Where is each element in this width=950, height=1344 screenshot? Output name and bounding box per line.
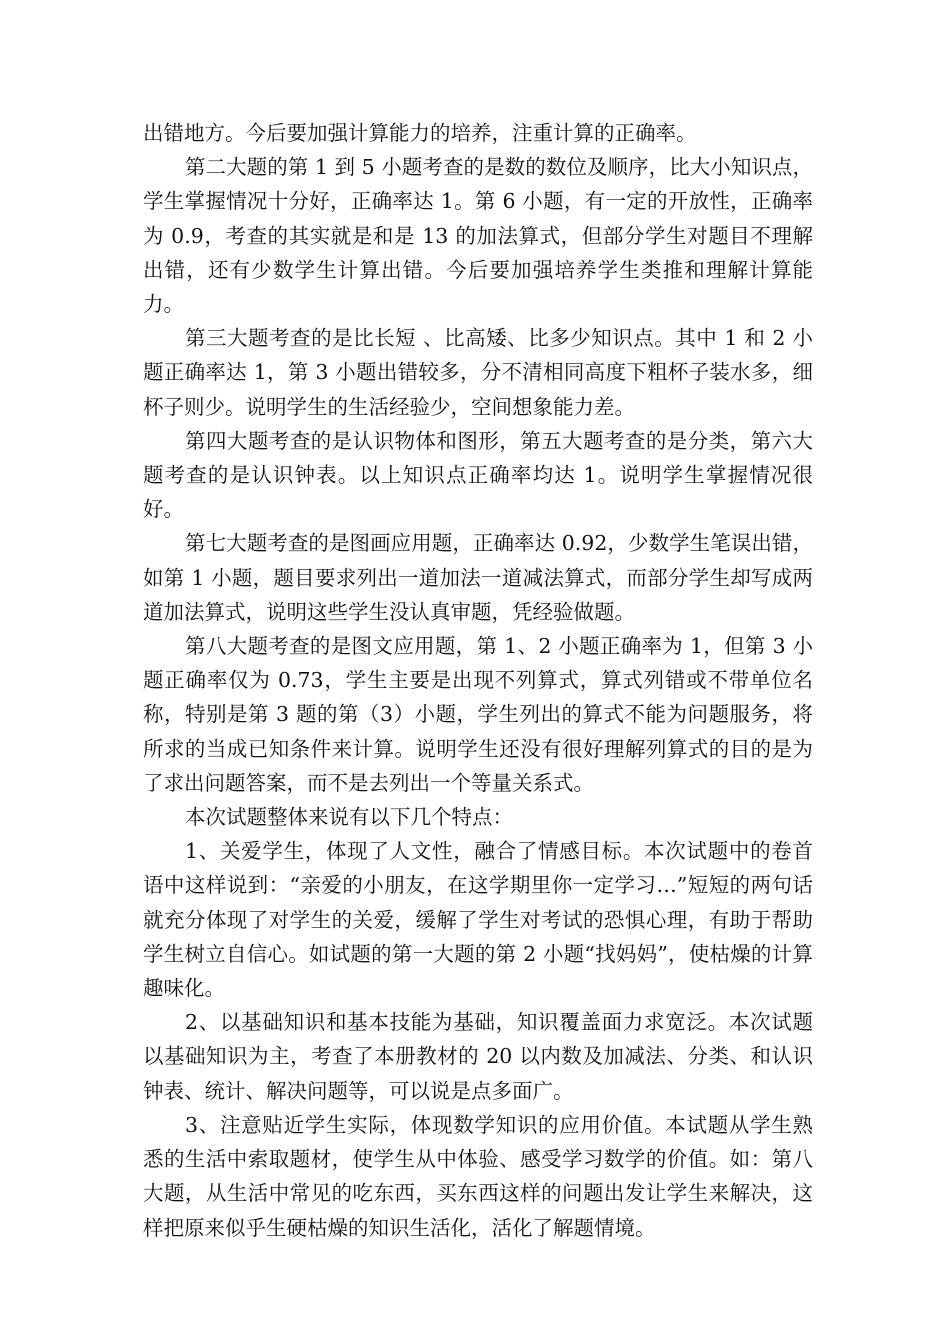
paragraph-continuation: 出错地方。今后要加强计算能力的培养，注重计算的正确率。	[143, 121, 697, 145]
paragraph-feature-2: 2、以基础知识和基本技能为基础，知识覆盖面力求宽泛。本次试题以基础知识为主，考查了本册教材的 20 以内数及加减法、分类、和认识钟表、统计、解决问题等，可以说是点多面广。	[143, 1010, 813, 1103]
paragraph-feature-1: 1、关爱学生，体现了人文性，融合了情感目标。本次试题中的卷首语中这样说到：“亲爱的小朋友，在这学期里你一定学习…”短短的两句话就充分体现了对学生的关爱，缓解了学生对考试的恐惧心理，有助于帮助学生树立自信心。如试题的第一大题的第 2 小题“找妈妈”，使枯燥的计算趣味化。	[143, 839, 813, 1001]
document-body	[143, 116, 813, 1245]
paragraph-section-8: 第八大题考查的是图文应用题，第 1、2 小题正确率为 1，但第 3 小题正确率仅为 0.73，学生主要是出现不列算式，算式列错或不带单位名称，特别是第 3 题的第（3）小题，学生列出的算式不能为问题服务，将所求的当成已知条件来计算。说明学生还没有很好理解列算式的目的是为了求出问题答案，而不是去列出一个等量关系式。	[143, 634, 813, 795]
paragraph-section-2: 第二大题的第 1 到 5 小题考查的是数的数位及顺序，比大小知识点，学生掌握情况十分好，正确率达 1。第 6 小题，有一定的开放性，正确率为 0.9，考查的其实就是和是 13 的加法算式，但部分学生对题目不理解出错，还有少数学生计算出错。今后要加强培养学生类推和理解计算能力。	[143, 155, 813, 317]
paragraph-section-3: 第三大题考查的是比长短 、比高矮、比多少知识点。其中 1 和 2 小题正确率达 1，第 3 小题出错较多，分不清相同高度下粗杯子装水多，细杯子则少。说明学生的生活经验少，空间想象能力差。	[143, 326, 813, 419]
paragraph-section-7: 第七大题考查的是图画应用题，正确率达 0.92，少数学生笔误出错，如第 1 小题，题目要求列出一道加法一道减法算式，而部分学生却写成两道加法算式，说明这些学生没认真审题，凭经验做题。	[143, 531, 813, 624]
paragraph-features-intro: 本次试题整体来说有以下几个特点：	[185, 805, 513, 830]
paragraph-section-4-6: 第四大题考查的是认识物体和图形，第五大题考查的是分类，第六大题考查的是认识钟表。以上知识点正确率均达 1。说明学生掌握情况很好。	[143, 428, 813, 522]
paragraph-feature-3: 3、注意贴近学生实际，体现数学知识的应用价值。本试题从学生熟悉的生活中索取题材，使学生从中体验、感受学习数学的价值。如：第八大题，从生活中常见的吃东西，买东西这样的问题出发让学生来解决，这样把原来似乎生硬枯燥的知识生活化，活化了解题情境。	[143, 1112, 813, 1240]
